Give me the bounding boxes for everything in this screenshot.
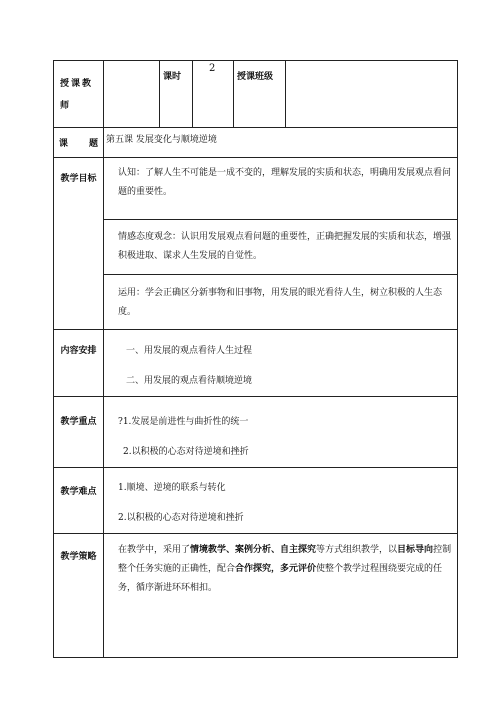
- strategy-seg-6: 合作探究，多元评价: [235, 564, 317, 574]
- strategy-seg-1: 在教学中，采用了: [118, 545, 191, 555]
- class-label-cell: [234, 61, 286, 128]
- objectives-label: 教学目标: [60, 174, 97, 184]
- strategy-seg-3: 等方式组织教学，以: [316, 545, 398, 555]
- arrangement-label: 内容安排: [60, 346, 97, 356]
- objective-knowledge: 认知：了解人生不可能是一成不变的，理解发展的实质和状态，明确用发展观点看问题的重要性。: [118, 168, 452, 197]
- key-point-2: 2.以积极的心态对待逆境和挫折: [123, 447, 249, 457]
- header-row: [54, 61, 458, 128]
- difficulties-label-cell: [54, 468, 104, 534]
- difficulties-label: 教学难点: [60, 487, 97, 497]
- period-label: 课时: [163, 72, 182, 82]
- arrangement-content-cell: [104, 330, 458, 397]
- topic-value-cell: [104, 128, 458, 158]
- teacher-value-cell: [104, 61, 160, 128]
- arrangement-item-2: 二、用发展的观点看待顺境逆境: [126, 376, 253, 386]
- teacher-label-cell: [54, 61, 104, 128]
- arrangement-item-1: 一、用发展的观点看待人生过程: [126, 346, 253, 356]
- strategy-label-cell: [54, 534, 104, 658]
- topic-label: 课 题: [58, 139, 99, 149]
- strategy-row: [54, 534, 458, 658]
- strategy-text: [104, 534, 457, 598]
- topic-label-cell: [54, 128, 104, 158]
- difficulties-content-cell: [104, 468, 458, 534]
- strategy-label: 教学策略: [60, 552, 97, 562]
- arrangement-row: [54, 330, 458, 397]
- period-label-cell: [160, 61, 193, 128]
- class-label: 授课班级: [237, 72, 274, 82]
- key-point-1: ?1.发展是前进性与曲折性的统一: [118, 417, 249, 427]
- lesson-plan-table: [53, 60, 458, 658]
- class-value-cell: [286, 61, 458, 128]
- key-points-label-cell: [54, 397, 104, 468]
- objectives-row-2: [54, 220, 458, 275]
- difficulty-2: 2.以积极的心态对待逆境和挫折: [118, 513, 244, 523]
- period-value-cell: [193, 61, 234, 128]
- arrangement-label-cell: [54, 330, 104, 397]
- objectives-row-1: [54, 158, 458, 220]
- strategy-content-cell: [104, 534, 458, 658]
- objective-attitude-cell: [104, 220, 458, 275]
- key-points-content-cell: [104, 397, 458, 468]
- objective-application: 运用：学会正确区分新事物和旧事物，用发展的眼光看待人生，树立积极的人生态度。: [118, 288, 443, 317]
- objectives-row-3: [54, 275, 458, 330]
- teacher-label: 授课教师: [60, 79, 94, 111]
- difficulties-row: [54, 468, 458, 534]
- topic-row: [54, 128, 458, 158]
- strategy-seg-2: 情境教学、案例分析、自主探究: [190, 545, 317, 555]
- strategy-seg-7: 使整个教学过程围绕要完成的任务，循序渐进环环相扣。: [118, 564, 443, 593]
- objective-application-cell: [104, 275, 458, 330]
- objective-attitude: 情感态度观念：认识用发展观点看问题的重要性，正确把握发展的实质和状态，增强积极进取、谋求人生发展的自觉性。: [118, 232, 452, 261]
- key-points-row: [54, 397, 458, 468]
- key-points-label: 教学重点: [60, 417, 97, 427]
- objective-knowledge-cell: [104, 158, 458, 220]
- period-value: 2: [209, 63, 216, 74]
- topic-value: 第五课 发展变化与顺境逆境: [106, 135, 217, 145]
- strategy-seg-4: 目标导向: [397, 545, 434, 555]
- objectives-label-cell: [54, 158, 104, 330]
- strategy-seg-5: 控制整个任务实施的正确性，配合: [118, 545, 452, 574]
- difficulty-1: 1.顺境、逆境的联系与转化: [118, 483, 226, 493]
